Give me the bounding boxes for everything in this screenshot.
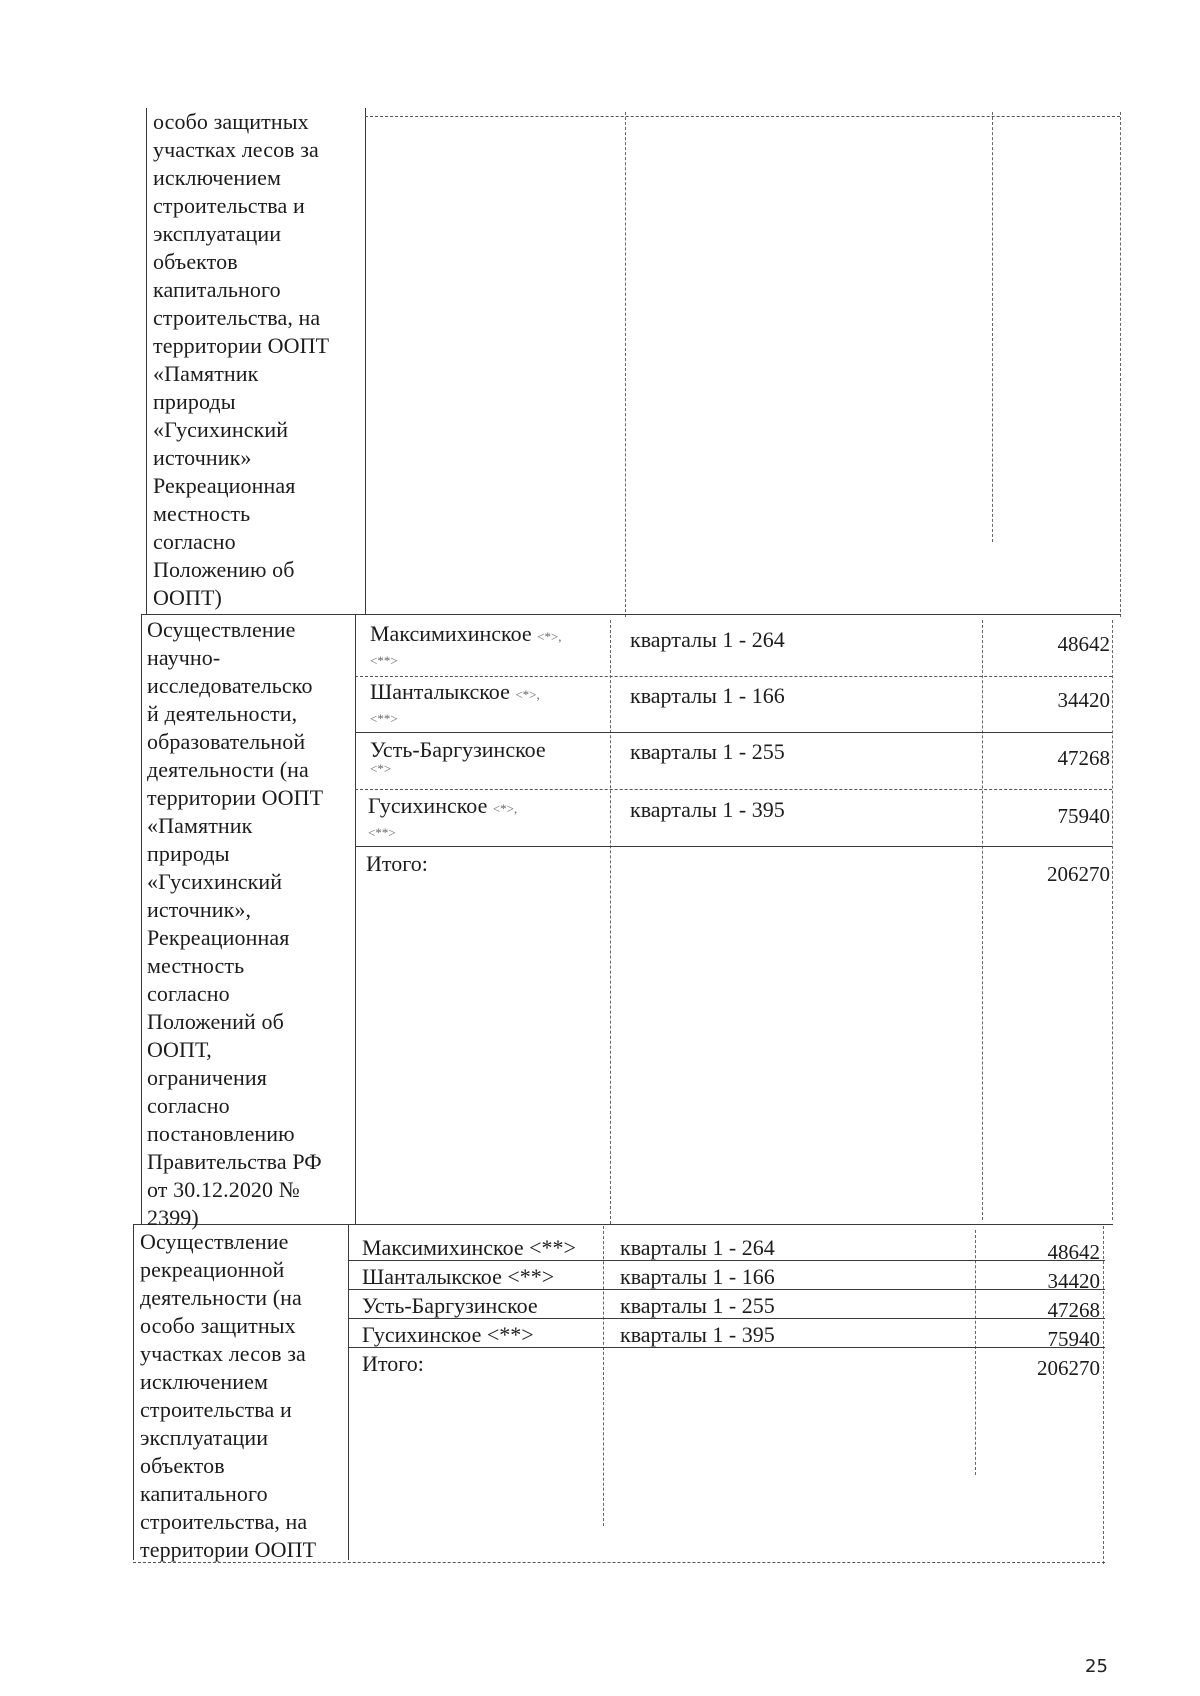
activity-cell: Осуществление научно- исследовательско й деятельности, образовательной деятельности (на территории ООПТ «Памятник природы «Гусихинский источник», Рекреационная местность согласно Положений об ООПТ, ограничения согласно постановлению Правительства РФ от 30.12.2020 № 2399)	[147, 617, 324, 1230]
footnote-mark: <*>, <**>	[370, 687, 540, 726]
activity-cell: особо защитных участках лесов за исключением строительства и эксплуатации объектов капитального строительства, на территории ООПТ «Памятник природы «Гусихинский источник» Рекреационная местность согласно Положению об ООПТ)	[153, 109, 330, 610]
forestry-cell: Шанталыкское <**>	[362, 1264, 555, 1289]
footnote-mark: <*>, <**>	[368, 801, 518, 840]
quarters-cell: кварталы 1 - 255	[620, 1293, 775, 1318]
total-value: 206270	[1037, 1356, 1100, 1380]
quarters-cell: кварталы 1 - 166	[620, 1264, 775, 1289]
forestry-name: Гусихинское	[368, 793, 488, 818]
quarters-cell: кварталы 1 - 395	[620, 1322, 775, 1347]
quarters-cell: кварталы 1 - 264	[630, 627, 785, 652]
forestry-cell: Гусихинское <**>	[362, 1322, 534, 1347]
area-cell: 34420	[1047, 1269, 1100, 1293]
forestry-cell: Усть-Баргузинское	[362, 1293, 538, 1318]
forestry-cell: Максимихинское <**>	[362, 1235, 576, 1260]
quarters-cell: кварталы 1 - 255	[630, 739, 785, 764]
area-cell: 75940	[1047, 1327, 1100, 1351]
area-cell: 48642	[1047, 1240, 1100, 1264]
table-row-border	[365, 116, 1120, 117]
forestry-name: Усть-Баргузинское	[370, 737, 546, 762]
quarters-cell: кварталы 1 - 264	[620, 1235, 775, 1260]
table-border-right	[1120, 112, 1121, 617]
column-divider	[625, 112, 626, 617]
table-row-border	[355, 846, 1112, 847]
column-divider	[992, 112, 993, 542]
area-cell: 75940	[1057, 804, 1110, 828]
forestry-cell	[370, 738, 546, 776]
forestry-cell	[368, 794, 517, 842]
column-divider	[975, 1230, 976, 1475]
activity-cell: Осуществление рекреационной деятельности (на особо защитных участках лесов за исключением строительства и эксплуатации объектов капитального строительства, на территории ООПТ	[140, 1229, 317, 1562]
forestry-name: Максимихинское	[370, 621, 532, 646]
forestry-cell	[370, 680, 540, 728]
column-divider	[355, 614, 356, 1224]
total-label: Итого:	[362, 1351, 424, 1376]
area-cell: 48642	[1057, 632, 1110, 656]
table-border-left	[141, 614, 142, 1224]
column-divider	[603, 1226, 604, 1526]
table-row-border	[355, 732, 1112, 733]
total-label: Итого:	[366, 851, 428, 876]
column-divider	[365, 108, 366, 614]
footnote-mark: <*>	[370, 761, 392, 776]
area-cell: 34420	[1057, 688, 1110, 712]
area-cell: 47268	[1047, 1298, 1100, 1322]
quarters-cell: кварталы 1 - 395	[630, 797, 785, 822]
forestry-name: Шанталыкское	[370, 679, 510, 704]
forestry-cell	[370, 622, 562, 670]
table-border-left	[146, 108, 147, 614]
table-border-left	[133, 1224, 134, 1560]
area-cell: 47268	[1057, 746, 1110, 770]
column-divider	[982, 620, 983, 1220]
table-row-border	[355, 676, 1112, 677]
quarters-cell: кварталы 1 - 166	[630, 683, 785, 708]
total-value: 206270	[1047, 862, 1110, 886]
table-row-border	[141, 614, 1121, 615]
column-divider	[610, 620, 611, 1224]
page-number: 25	[1085, 1656, 1108, 1677]
table-row-border	[355, 789, 1112, 790]
table-border-right	[1103, 1226, 1104, 1564]
table-border-right	[1112, 620, 1113, 1220]
column-divider	[348, 1224, 349, 1560]
footnote-mark: <*>, <**>	[370, 629, 562, 668]
